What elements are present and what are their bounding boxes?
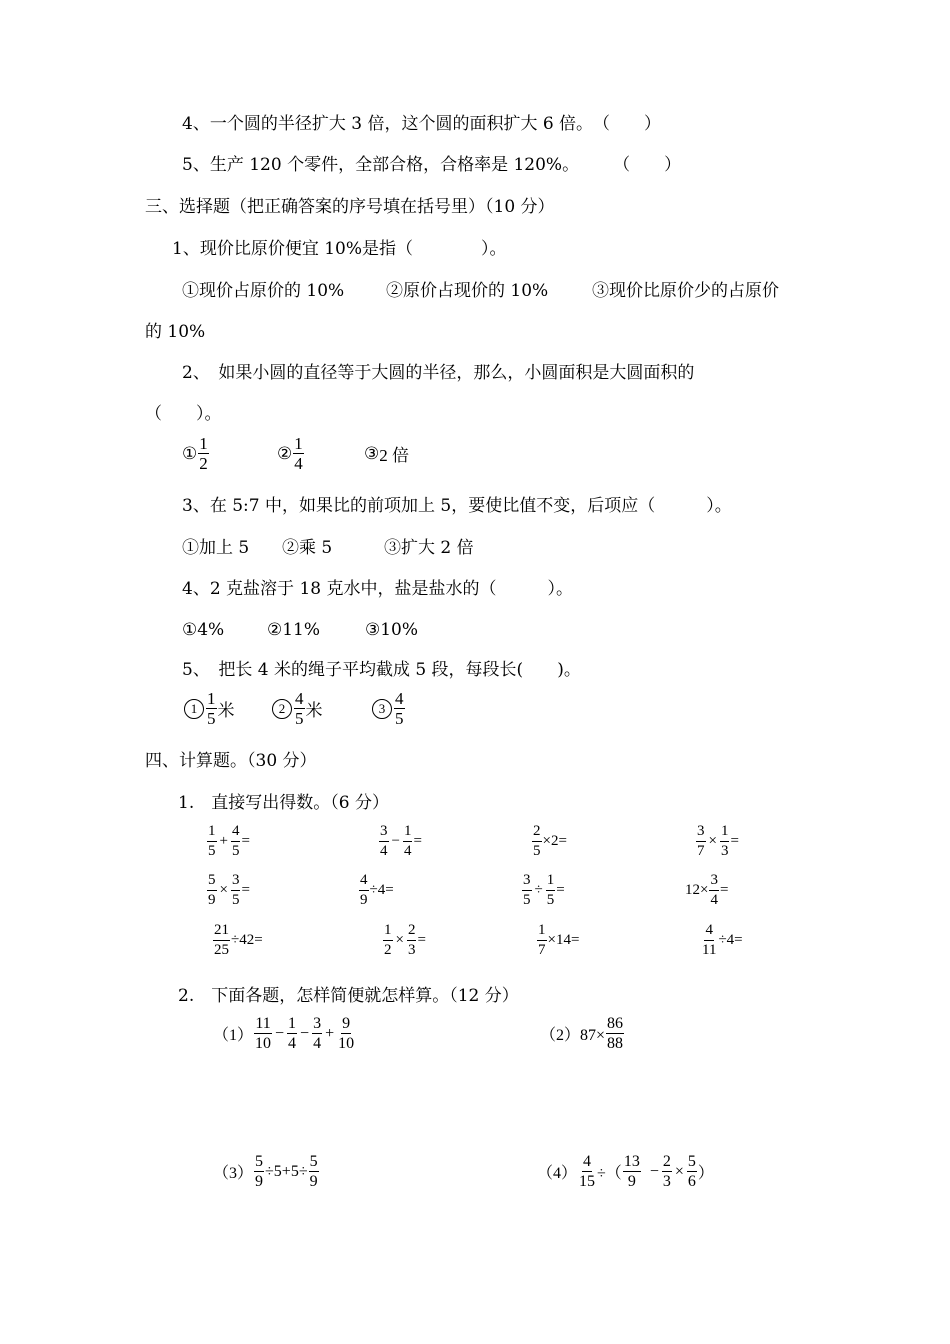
operator: × xyxy=(674,1162,684,1180)
option-mark: ② xyxy=(277,443,293,463)
operator: − xyxy=(649,1162,659,1180)
numerator: 9 xyxy=(342,1015,351,1032)
fraction xyxy=(383,921,393,960)
choice-q5-text: 5、 把长 4 米的绳子平均截成 5 段，每段长( )。 xyxy=(182,660,581,680)
equals: = xyxy=(730,833,739,849)
denominator: 4 xyxy=(313,1035,322,1052)
numerator: 2 xyxy=(662,1153,671,1170)
numerator: 13 xyxy=(623,1153,640,1170)
expression-tail: ÷4= xyxy=(718,932,743,948)
calc-r3c3 xyxy=(536,921,579,960)
fraction xyxy=(231,871,241,910)
fraction xyxy=(403,822,413,861)
choice-q3-option-2: ②乘 5 xyxy=(282,538,333,558)
numerator: 2 xyxy=(407,921,417,941)
denominator: 7 xyxy=(538,942,546,958)
denominator: 2 xyxy=(384,942,392,958)
unit: 米 xyxy=(217,701,235,720)
operator: × xyxy=(219,882,228,898)
fraction xyxy=(720,822,730,861)
denominator: 6 xyxy=(687,1173,696,1190)
denominator: 9 xyxy=(208,892,216,908)
numerator: 21 xyxy=(213,921,230,941)
numerator: 2 xyxy=(532,822,542,842)
calc-r1c1 xyxy=(206,822,250,861)
fraction xyxy=(578,1152,596,1191)
numerator: 3 xyxy=(231,871,241,891)
operator: − xyxy=(275,1024,285,1042)
simplify-expr-1 xyxy=(213,1014,356,1053)
choice-q4-text: 4、2 克盐溶于 18 克水中，盐是盐水的（ ）。 xyxy=(182,579,573,599)
denominator: 5 xyxy=(546,892,555,908)
numerator: 5 xyxy=(687,1153,696,1170)
choice-q1-option-3: ③现价比原价少的占原价 xyxy=(592,281,779,301)
fraction xyxy=(213,921,230,960)
section-3-heading: 三、选择题（把正确答案的序号填在括号里）（10 分） xyxy=(145,197,555,217)
choice-q1-text: 1、现价比原价便宜 10%是指（ ）。 xyxy=(172,239,507,259)
fraction xyxy=(687,1152,697,1191)
choice-q3-option-3: ③扩大 2 倍 xyxy=(384,538,474,558)
choice-q4-option-3: ③10% xyxy=(365,620,419,640)
denominator: 9 xyxy=(627,1173,636,1190)
denominator: 5 xyxy=(523,892,531,908)
denominator: 7 xyxy=(697,843,705,859)
numerator: 1 xyxy=(207,822,217,842)
choice-q5-option-2 xyxy=(272,689,323,728)
numerator: 1 xyxy=(383,921,393,941)
equals: = xyxy=(413,833,422,849)
operator: ÷ xyxy=(534,882,543,898)
numerator: 4 xyxy=(583,1153,592,1170)
numerator: 3 xyxy=(379,822,389,842)
numerator: 3 xyxy=(522,871,532,891)
expression-tail: ×2= xyxy=(542,833,567,849)
fraction xyxy=(522,871,532,910)
numerator: 1 xyxy=(546,871,556,891)
option-text: 2 倍 xyxy=(379,446,409,465)
denominator: 4 xyxy=(294,454,303,473)
calc-part-2-heading: 2. 下面各题，怎样简便就怎样算。（12 分） xyxy=(178,986,519,1006)
option-mark: 2 xyxy=(272,699,292,719)
fraction xyxy=(207,822,217,861)
equals: = xyxy=(417,932,426,948)
numerator: 1 xyxy=(288,1015,297,1032)
fraction xyxy=(207,871,217,910)
denominator: 4 xyxy=(403,843,412,859)
choice-q5-option-3 xyxy=(372,689,406,728)
fraction xyxy=(206,689,217,728)
calc-r1c2 xyxy=(378,822,422,861)
numerator: 1 xyxy=(207,689,216,708)
fraction xyxy=(294,689,305,728)
expression-label: （1） xyxy=(213,1027,254,1044)
numerator: 4 xyxy=(704,921,714,941)
denominator: 4 xyxy=(288,1035,297,1052)
numerator: 4 xyxy=(359,871,369,891)
numerator: 5 xyxy=(207,871,217,891)
denominator: 5 xyxy=(231,843,240,859)
numerator: 11 xyxy=(255,1015,271,1032)
option-mark: 3 xyxy=(372,699,392,719)
choice-q2-option-1 xyxy=(182,434,210,473)
numerator: 3 xyxy=(696,822,706,842)
fraction xyxy=(537,921,547,960)
operator: − xyxy=(391,833,400,849)
numerator: 1 xyxy=(403,822,413,842)
numerator: 1 xyxy=(537,921,547,941)
calc-r2c1 xyxy=(206,871,250,910)
operator: × xyxy=(395,932,404,948)
option-mark: 1 xyxy=(184,699,204,719)
choice-q1-option-3-cont: 的 10% xyxy=(145,322,206,342)
equals: = xyxy=(719,882,729,898)
expression-tail: ÷42= xyxy=(231,932,263,948)
fraction xyxy=(254,1014,272,1053)
expression-middle: ÷（ xyxy=(597,1165,622,1182)
numerator: 4 xyxy=(295,689,304,708)
fraction xyxy=(254,1152,264,1191)
numerator: 5 xyxy=(255,1153,264,1170)
choice-q2-text-cont: （ ）。 xyxy=(145,404,222,424)
fraction xyxy=(623,1152,641,1191)
denominator: 25 xyxy=(214,942,229,958)
numerator: 3 xyxy=(709,871,719,891)
fraction xyxy=(606,1014,624,1053)
choice-q4-option-1: ①4% xyxy=(182,620,225,640)
fraction xyxy=(312,1014,322,1053)
denominator: 5 xyxy=(207,709,216,728)
numerator: 4 xyxy=(395,689,404,708)
denominator: 4 xyxy=(380,843,388,859)
numerator: 5 xyxy=(309,1153,318,1170)
fraction xyxy=(394,689,405,728)
fraction xyxy=(532,822,542,861)
expression-label: （3） xyxy=(213,1165,254,1182)
option-mark: ③ xyxy=(364,443,380,463)
fraction xyxy=(696,822,706,861)
fraction xyxy=(359,871,369,910)
expression-tail: ÷4= xyxy=(369,882,394,898)
calc-part-1-heading: 1. 直接写出得数。（6 分） xyxy=(178,793,389,813)
denominator: 15 xyxy=(579,1173,596,1190)
simplify-expr-3 xyxy=(213,1152,320,1191)
fraction xyxy=(407,921,417,960)
calc-r3c2 xyxy=(382,921,426,960)
choice-q3-option-1: ①加上 5 xyxy=(182,538,250,558)
choice-q1-option-1: ①现价占原价的 10% xyxy=(182,281,345,301)
operator: × xyxy=(708,833,717,849)
operator: − xyxy=(300,1024,310,1042)
denominator: 9 xyxy=(360,892,368,908)
denominator: 3 xyxy=(720,843,729,859)
numerator: 86 xyxy=(607,1015,624,1032)
denominator: 88 xyxy=(607,1035,624,1052)
numerator: 1 xyxy=(294,434,303,453)
operator: + xyxy=(325,1024,335,1042)
denominator: 5 xyxy=(295,709,304,728)
choice-q2-text: 2、 如果小圆的直径等于大圆的半径，那么，小圆面积是大圆面积的 xyxy=(182,363,695,383)
denominator: 10 xyxy=(255,1035,272,1052)
denominator: 11 xyxy=(702,942,717,958)
expression-label: （2）87× xyxy=(540,1027,606,1044)
calc-r1c4 xyxy=(695,822,739,861)
numerator: 3 xyxy=(313,1015,322,1032)
fraction xyxy=(709,871,719,910)
calc-r2c2 xyxy=(358,871,394,910)
simplify-expr-2 xyxy=(540,1014,625,1053)
fraction xyxy=(701,921,717,960)
unit: 米 xyxy=(305,701,323,720)
fraction xyxy=(379,822,389,861)
equals: = xyxy=(241,882,250,898)
fraction xyxy=(198,434,209,473)
choice-q2-option-2 xyxy=(277,434,305,473)
denominator: 9 xyxy=(309,1173,318,1190)
calc-r3c4 xyxy=(700,921,743,960)
fraction xyxy=(231,822,241,861)
tf-question-4: 4、一个圆的半径扩大 3 倍，这个圆的面积扩大 6 倍。 （ ） xyxy=(182,114,662,134)
fraction xyxy=(293,434,304,473)
denominator: 5 xyxy=(208,843,216,859)
equals: = xyxy=(241,833,250,849)
denominator: 5 xyxy=(533,843,541,859)
denominator: 4 xyxy=(710,892,718,908)
choice-q4-option-2: ②11% xyxy=(267,620,321,640)
denominator: 3 xyxy=(662,1173,671,1190)
calc-r1c3 xyxy=(531,822,567,861)
fraction xyxy=(287,1014,297,1053)
calc-r3c1 xyxy=(212,921,263,960)
calc-r2c4 xyxy=(685,871,728,910)
operator: + xyxy=(219,833,228,849)
section-4-heading: 四、计算题。（30 分） xyxy=(145,751,317,771)
numerator: 1 xyxy=(199,434,208,453)
expression-middle: ÷5+5÷ xyxy=(265,1162,308,1180)
denominator: 5 xyxy=(231,892,240,908)
expression-prefix: 12× xyxy=(685,882,709,898)
tf-question-5: 5、生产 120 个零件，全部合格，合格率是 120%。 （ ） xyxy=(182,155,682,175)
fraction xyxy=(546,871,556,910)
option-mark: ① xyxy=(182,443,198,463)
fraction xyxy=(662,1152,672,1191)
choice-q1-option-2: ②原价占现价的 10% xyxy=(386,281,549,301)
expression-label: （4） xyxy=(537,1165,578,1182)
equals: = xyxy=(556,882,565,898)
numerator: 1 xyxy=(720,822,730,842)
closing-paren: ） xyxy=(697,1165,714,1182)
denominator: 10 xyxy=(338,1035,355,1052)
fraction xyxy=(309,1152,319,1191)
numerator: 4 xyxy=(231,822,241,842)
choice-q2-option-3 xyxy=(364,441,409,466)
fraction xyxy=(337,1014,355,1053)
choice-q5-option-1 xyxy=(184,689,235,728)
simplify-expr-4 xyxy=(537,1152,714,1191)
denominator: 2 xyxy=(199,454,208,473)
denominator: 3 xyxy=(407,942,416,958)
expression-tail: ×14= xyxy=(547,932,580,948)
denominator: 9 xyxy=(255,1173,264,1190)
denominator: 5 xyxy=(395,709,404,728)
choice-q3-text: 3、在 5:7 中，如果比的前项加上 5，要使比值不变，后项应（ ）。 xyxy=(182,496,732,516)
calc-r2c3 xyxy=(521,871,565,910)
